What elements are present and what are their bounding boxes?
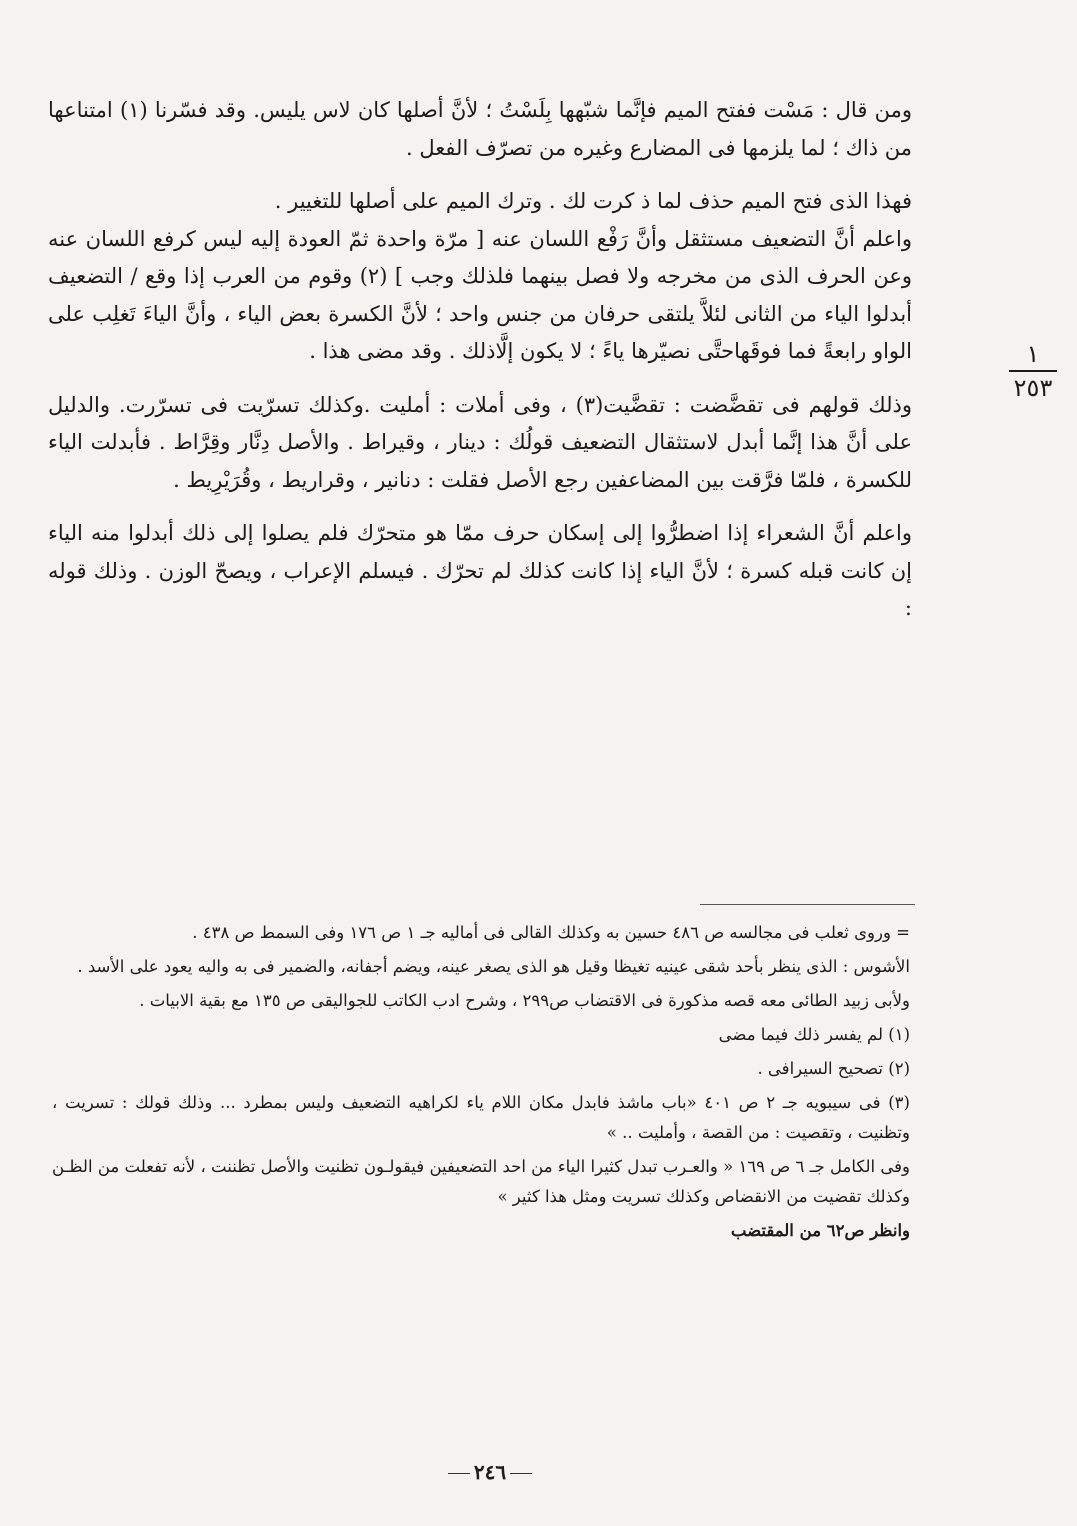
margin-page-reference	[1005, 340, 1061, 402]
footnote-3: (٣) فى سيبويه جـ ٢ ص ٤٠١ «باب ماشذ فابدل مكان اللام ياء لكراهيه التضعيف وليس بمطرد ... وذلك قولك : تسريت ، وتظنيت ، وتقصيت : من القصة ، وأمليت .. »	[52, 1093, 910, 1142]
footnote-2: (٢) تصحيح السيرافى .	[757, 1059, 910, 1078]
footnotes	[52, 918, 910, 1250]
footnote-1: (١) لم يفسر ذلك فيما مضى	[718, 1025, 910, 1044]
margin-page-number: ٢٥٣	[1013, 374, 1053, 402]
paragraph-5: واعلم أنَّ الشعراء إذا اضطرُّوا إلى إسكان حرف ممّا هو متحرّك فلم يصلوا إلى ذلك أبدلوا منه الياء إن كانت قبله كسرة ؛ لأنَّ الياء إذا كانت كذلك لم تحرّك . فيسلم الإعراب ، ويصحّ الوزن . وذلك قوله :	[48, 521, 912, 620]
paragraph-2: فهذا الذى فتح الميم حذف لما ذ كرت لك . وترك الميم على أصلها للتغيير .	[274, 189, 912, 213]
paragraph-4: وذلك قولهم فى تقضَّضت : تقضَّيت(٣) ، وفى أملات : أمليت .وكذلك تسرّيت فى تسرّرت. والدليل على أنَّ هذا إنَّما أبدل لاستثقال التضعيف قولُك : دينار ، وقيراط . والأصل دِنَّار وقِرَّاط . فأبدلت الياء للكسرة ، فلمّا فرَّقت بين المضاعفين رجع الأصل فقلت : دنانير ، وقراريط ، وقُرَيْرِيط .	[48, 392, 912, 492]
page-number	[440, 1460, 540, 1484]
paragraph-3: واعلم أنَّ التضعيف مستثقل وأنَّ رَفْع اللسان عنه [ مرّة واحدة ثمّ العودة إليه ليس كرفع اللسان عنه وعن الحرف الذى من مخرجه ولا فصل بينهما فلذلك وجب ] (٢) وقوم من العرب إذا وقع / التضعيف أبدلوا الياء من الثانى لئلاَّ يلتقى حرفان من جنس واحد ؛ لأنَّ الكسرة بعض الياء ، وأنَّ الياءَ تَغلِب على الواو رابعةً فما فوقَهاحتَّى نصيّرها ياءً ؛ لا يكون إلَّاذلك . وقد مضى هذا .	[48, 226, 912, 363]
footnote-reference: ولأبى زبيد الطائى معه قصه مذكورة فى الاقتضاب ص٢٩٩ ، وشرح ادب الكاتب للجواليقى ص ١٣٥ مع بقية الابيات .	[139, 991, 910, 1010]
footnote-divider	[700, 904, 915, 905]
footnote-continuation: = وروى ثعلب فى مجالسه ص ٤٨٦ حسين به وكذلك القالى فى أماليه جـ ١ ص ١٧٦ وفى السمط ص ٤٣٨ .	[192, 923, 910, 942]
margin-volume-number: ١	[1026, 340, 1040, 368]
footnote-see-also: وانظر ص٦٢ من المقتضب	[730, 1221, 910, 1240]
page-number-value: ٢٤٦	[473, 1460, 507, 1484]
paragraph-1: ومن قال : مَسْت ففتح الميم فإنَّما شبّهها بِلَسْتُ ؛ لأنَّ أصلها كان لاس يليس. وقد فسّرنا (١) امتناعها من ذاك ؛ لما يلزمها فى المضارع وغيره من تصرّف الفعل .	[48, 98, 912, 160]
margin-rule	[1009, 370, 1057, 372]
main-text	[48, 92, 912, 644]
page-number-dash-left	[510, 1473, 532, 1474]
footnote-kamil: وفى الكامل جـ ٦ ص ١٦٩ « والعـرب تبدل كثيرا الياء من احد التضعيفين فيقولـون تظنيت والأصل تظننت ، لأنه تفعلت من الظـن وكذلك تقضيت من الانقضاص وكذلك تسريت ومثل هذا كثير »	[52, 1157, 910, 1206]
page-number-dash-right	[448, 1473, 470, 1474]
footnote-definition: الأشوس : الذى ينظر بأحد شقى عينيه تغيظا وقيل هو الذى يصغر عينه، ويضم أجفانه، والضمير فى به واليه يعود على الأسد .	[77, 957, 910, 976]
